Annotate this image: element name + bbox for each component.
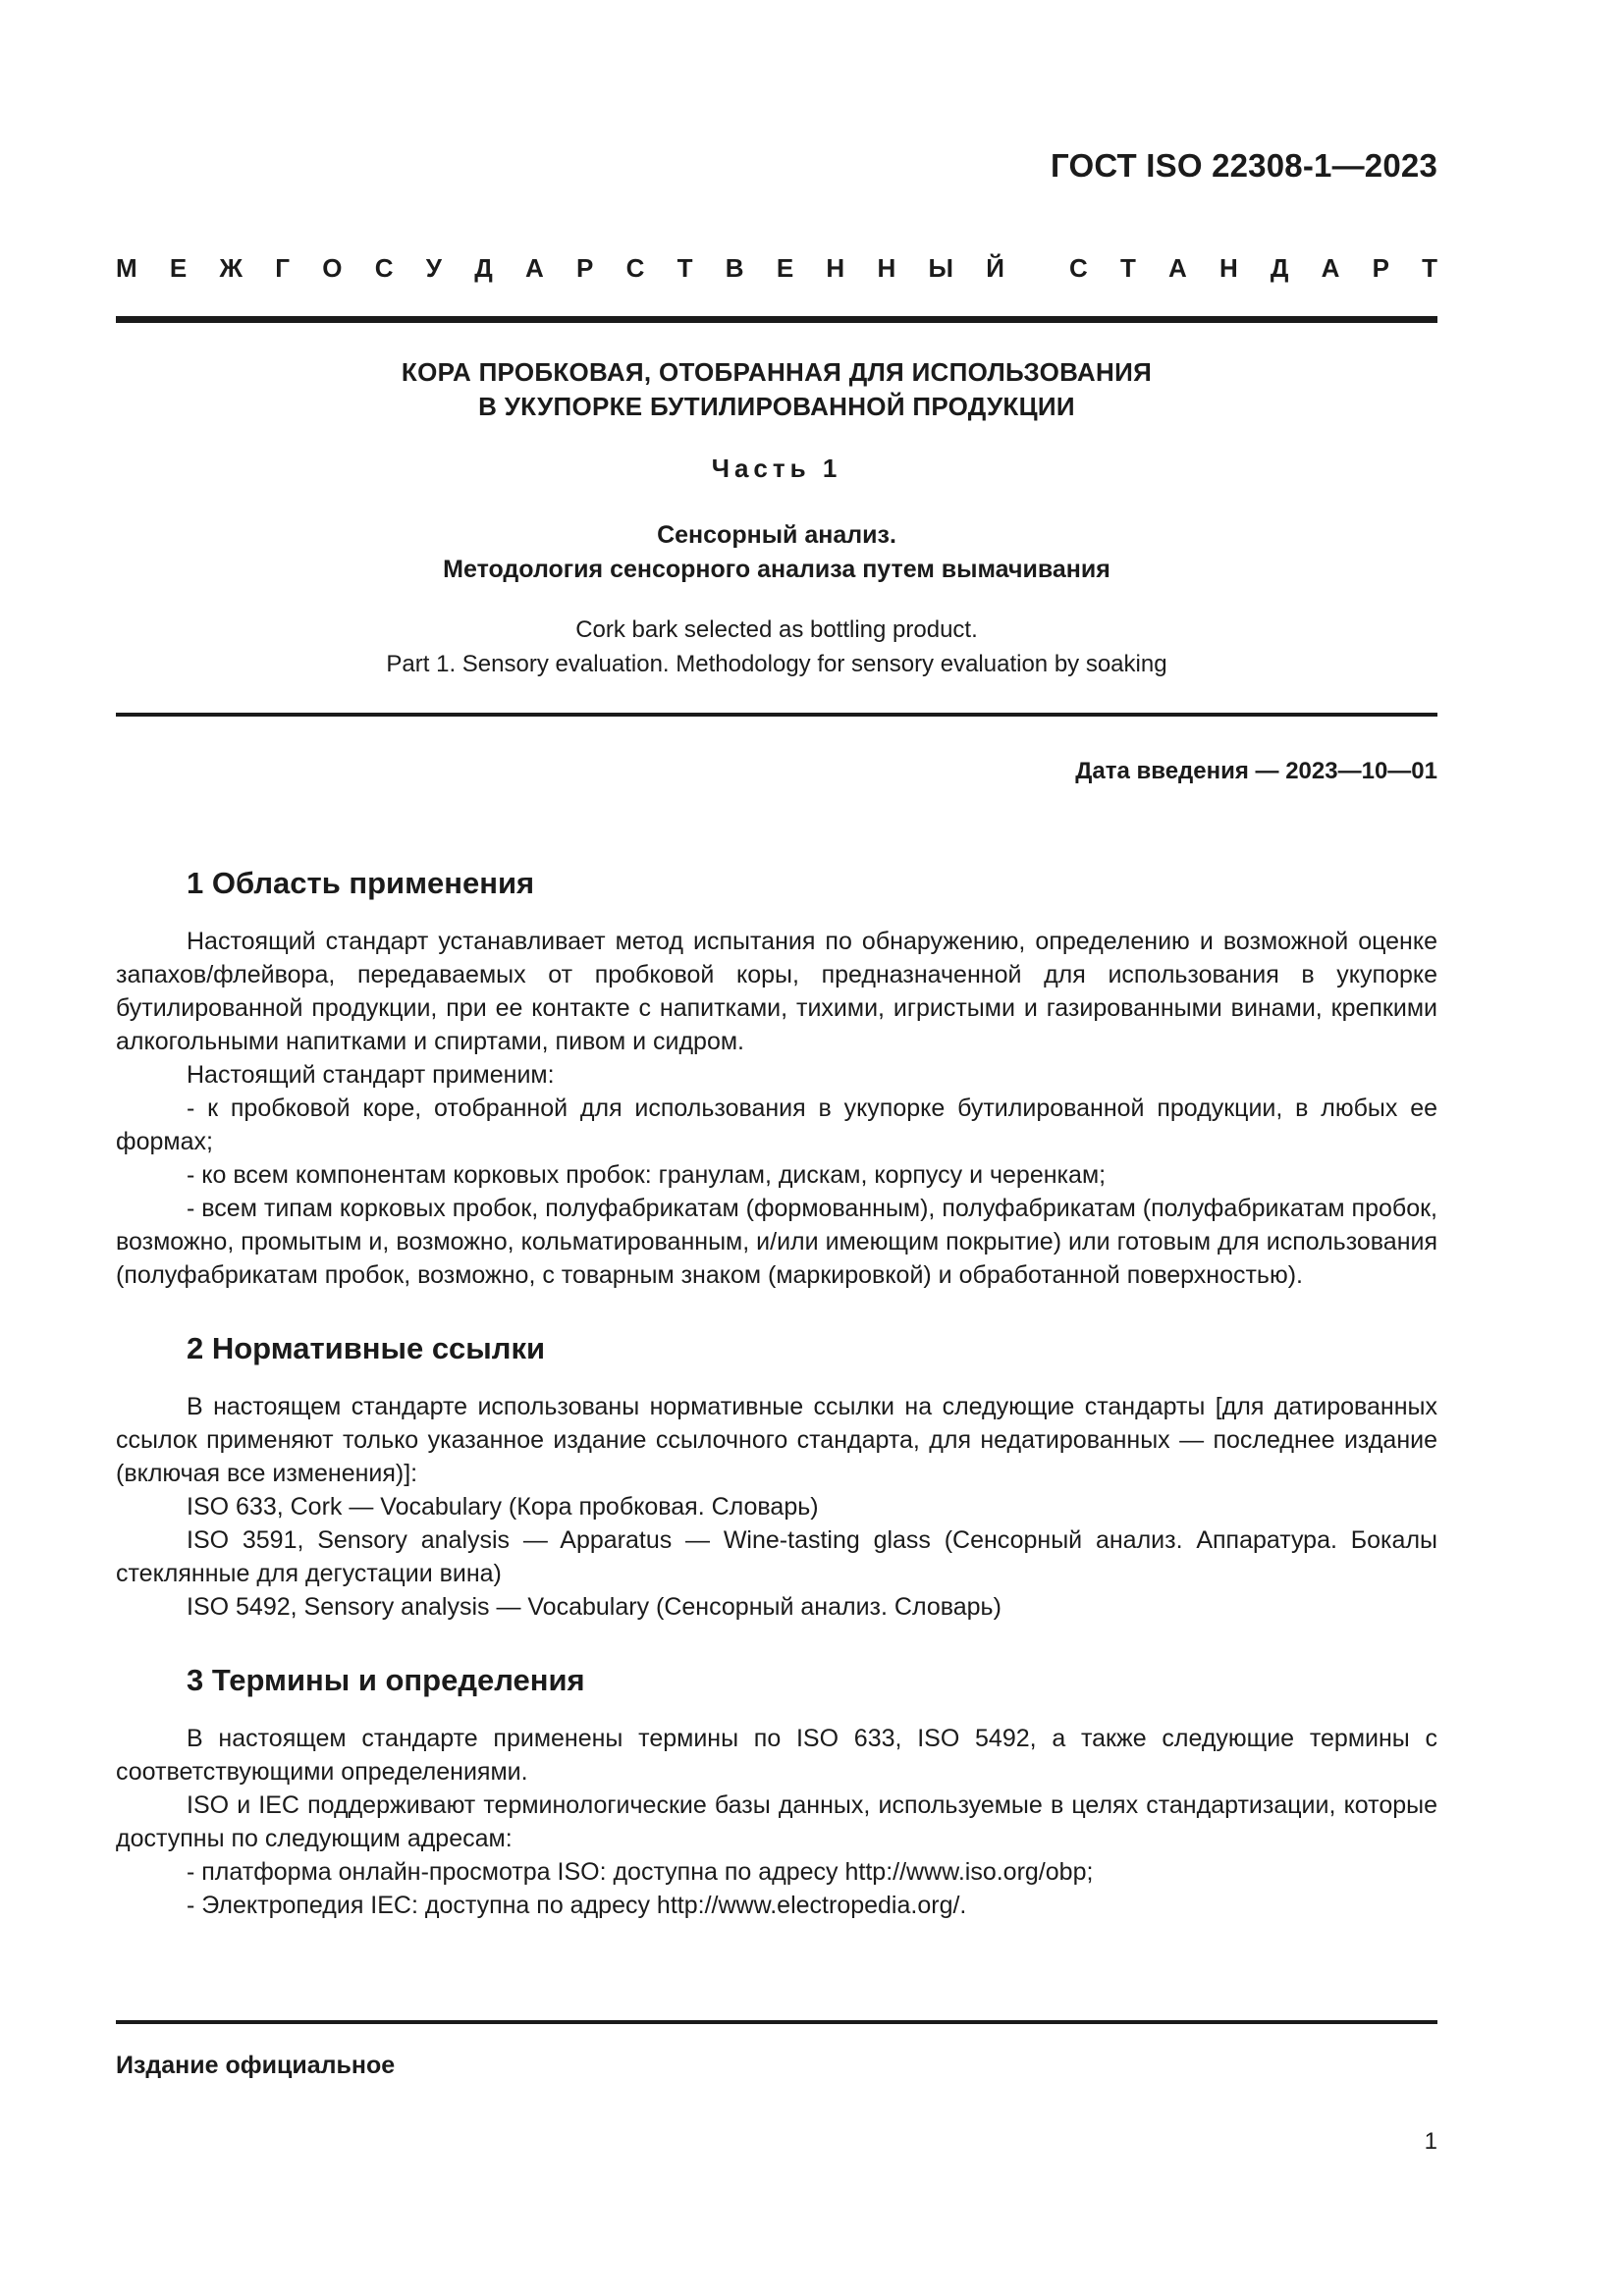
paragraph: В настоящем стандарте применены термины по ISO 633, ISO 5492, а также следующие термины с соответствующими определениями.: [116, 1725, 1437, 1786]
list-item: - к пробковой коре, отобранной для использования в укупорке бутилированной продукции, в любых ее формах;: [116, 1095, 1437, 1155]
banner-word-standard: С Т А Н Д А Р Т: [1069, 253, 1437, 283]
section-heading: 3 Термины и определения: [187, 1663, 585, 1697]
english-title: Cork bark selected as bottling product. Part 1. Sensory evaluation. Methodology for sensory evaluation by soaking: [386, 616, 1167, 677]
top-divider: [116, 316, 1437, 323]
list-item: - всем типам корковых пробок, полуфабрикатам (формованным), полуфабрикатам (полуфабрикатам пробок, возможно, промытым и, возможно, кольматированным, и/или имеющим покрытие) или готовым для использования (полуфабрикатам пробок, возможно, с товарным знаком (маркировкой) и обработанной поверхностью).: [116, 1195, 1437, 1289]
section-heading: 1 Область применения: [187, 866, 535, 900]
part-label: Часть 1: [711, 454, 842, 483]
paragraph: Настоящий стандарт применим:: [187, 1061, 555, 1089]
reference-item: ISO 3591, Sensory analysis — Apparatus — Wine-tasting glass (Сенсорный анализ. Аппаратура. Бокалы стеклянные для дегустации вина): [116, 1526, 1437, 1587]
list-item: - Электропедия IEC: доступна по адресу http://www.electropedia.org/.: [187, 1892, 967, 1919]
standard-code: ГОСТ ISO 22308-1—2023: [1050, 147, 1437, 184]
paragraph: Настоящий стандарт устанавливает метод испытания по обнаружению, определению и возможной оценке запахов/флейвора, передаваемых от пробковой коры, предназначенной для использования в укупорке бутилированной продукции, при ее контакте с напитками, тихими, игристыми и газированными винами, крепкими алкогольными напитками и спиртами, пивом и сидром.: [116, 928, 1437, 1055]
document-title: КОРА ПРОБКОВАЯ, ОТОБРАННАЯ ДЛЯ ИСПОЛЬЗОВАНИЯ В УКУПОРКЕ БУТИЛИРОВАННОЙ ПРОДУКЦИИ: [401, 357, 1153, 421]
section-heading: 2 Нормативные ссылки: [187, 1331, 546, 1365]
document-page: [116, 0, 1437, 2296]
list-item: - ко всем компонентам корковых пробок: гранулам, дискам, корпусу и черенкам;: [187, 1161, 1107, 1189]
document-subtitle: Сенсорный анализ. Методология сенсорного анализа путем вымачивания: [443, 521, 1110, 583]
page-number: 1: [1424, 2128, 1437, 2155]
paragraph: В настоящем стандарте использованы нормативные ссылки на следующие стандарты [для датированных ссылок применяют только указанное издание ссылочного стандарта, для недатированных — последнее издание (включая все изменения)]:: [116, 1393, 1437, 1487]
reference-item: ISO 5492, Sensory analysis — Vocabulary (Сенсорный анализ. Словарь): [187, 1593, 1001, 1621]
paragraph: ISO и IEC поддерживают терминологические базы данных, используемые в целях стандартизации, которые доступны по следующим адресам:: [116, 1791, 1437, 1852]
interstate-standard-banner: [116, 253, 1437, 284]
section-terms: [116, 1661, 1437, 1922]
introduction-date: Дата введения — 2023—10—01: [1075, 758, 1437, 784]
official-edition-label: Издание официальное: [116, 2052, 396, 2079]
reference-item: ISO 633, Cork — Vocabulary (Кора пробковая. Словарь): [187, 1493, 819, 1521]
section-scope: [116, 864, 1437, 1292]
document-body: [116, 864, 1437, 1959]
list-item: - платформа онлайн-просмотра ISO: доступна по адресу http://www.iso.org/obp;: [187, 1858, 1094, 1886]
banner-word-interstate: М Е Ж Г О С У Д А Р С Т В Е Н Н Ы Й: [116, 253, 1004, 283]
section-normative-references: [116, 1329, 1437, 1624]
footer-divider: [116, 2020, 1437, 2024]
title-divider: [116, 713, 1437, 717]
